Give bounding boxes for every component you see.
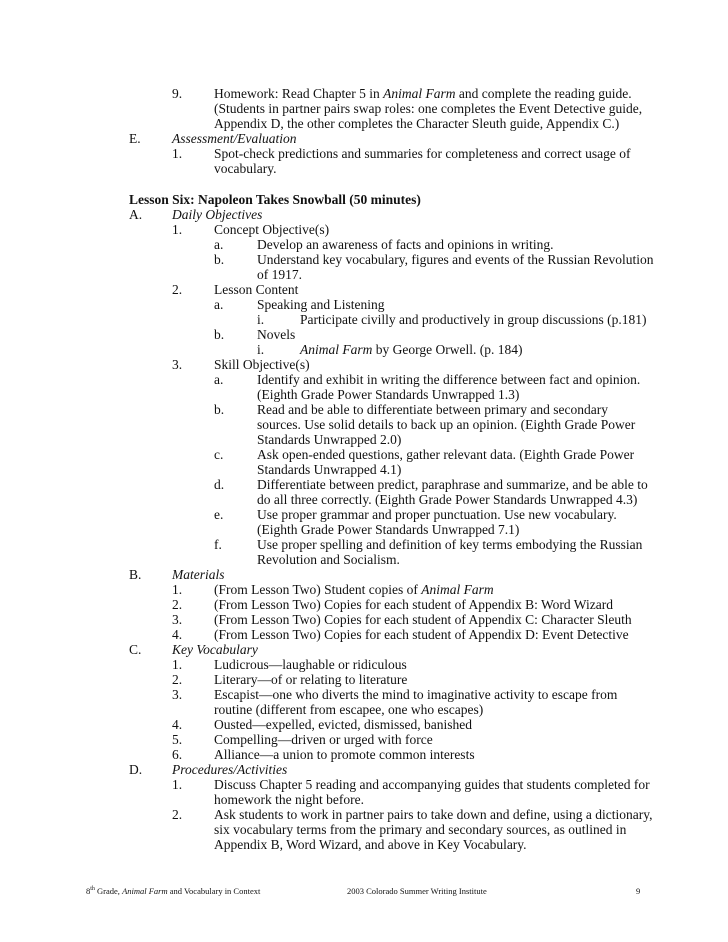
text-line: (Eighth Grade Power Standards Unwrapped 1.3)	[257, 387, 520, 402]
page-number: 9	[636, 886, 641, 896]
text-line: Read and be able to differentiate between primary and secondary	[257, 402, 608, 417]
text-line: Concept Objective(s)	[214, 222, 330, 237]
text-line: Appendix D, the other completes the Character Sleuth guide, Appendix C.)	[214, 116, 620, 131]
lesson-heading: Lesson Six: Napoleon Takes Snowball (50 minutes)	[129, 192, 421, 207]
text-line: (Students in partner pairs swap roles: one completes the Event Detective guide,	[214, 101, 643, 116]
list-letter: b.	[214, 252, 225, 267]
list-number: 1.	[172, 777, 183, 792]
list-letter: b.	[214, 402, 225, 417]
list-number: 4.	[172, 717, 183, 732]
footer-book-title: Animal Farm	[122, 886, 168, 896]
book-title: Animal Farm	[383, 86, 456, 101]
footer-course-title: 8th Grade, Animal Farm and Vocabulary in Context	[86, 886, 261, 896]
list-number: 2.	[172, 597, 183, 612]
text-line: Use proper spelling and definition of key terms embodying the Russian	[257, 537, 643, 552]
text-line: Literary—of or relating to literature	[214, 672, 408, 687]
list-number: 3.	[172, 687, 183, 702]
list-letter: d.	[214, 477, 225, 492]
section-heading: Procedures/Activities	[172, 762, 288, 777]
list-roman: i.	[257, 342, 265, 357]
text-line: Novels	[257, 327, 296, 342]
text-line: Spot-check predictions and summaries for completeness and correct usage of	[214, 146, 631, 161]
text-line: Ask open-ended questions, gather relevant data. (Eighth Grade Power	[257, 447, 635, 462]
list-number: 1.	[172, 582, 183, 597]
section-letter: D.	[129, 762, 143, 777]
text-line: do all three correctly. (Eighth Grade Power Standards Unwrapped 4.3)	[257, 492, 638, 507]
text-line: routine (different from escapee, one who escapes)	[214, 702, 484, 717]
text-line: six vocabulary terms from the primary and secondary sources, as outlined in	[214, 822, 627, 837]
list-number: 3.	[172, 612, 183, 627]
footer-institute: 2003 Colorado Summer Writing Institute	[347, 886, 487, 896]
text-line: Alliance—a union to promote common interests	[214, 747, 475, 762]
text-line: Discuss Chapter 5 reading and accompanying guides that students completed for	[214, 777, 650, 792]
list-number: 1.	[172, 146, 183, 161]
text-line: Ludicrous—laughable or ridiculous	[214, 657, 407, 672]
text-line: Ask students to work in partner pairs to take down and define, using a dictionary,	[214, 807, 653, 822]
list-letter: b.	[214, 327, 225, 342]
text-line: Identify and exhibit in writing the difference between fact and opinion.	[257, 372, 641, 387]
text-line: Understand key vocabulary, figures and events of the Russian Revolution	[257, 252, 654, 267]
section-letter: B.	[129, 567, 142, 582]
text-line: Escapist—one who diverts the mind to imaginative activity to escape from	[214, 687, 618, 702]
text-line: (From Lesson Two) Copies for each student of Appendix B: Word Wizard	[214, 597, 613, 612]
text-line: (From Lesson Two) Copies for each student of Appendix C: Character Sleuth	[214, 612, 632, 627]
list-number: 4.	[172, 627, 183, 642]
list-number: 1.	[172, 222, 183, 237]
text-line: Use proper grammar and proper punctuation. Use new vocabulary.	[257, 507, 617, 522]
list-letter: a.	[214, 372, 224, 387]
text-line: Appendix B, Word Wizard, and above in Key Vocabulary.	[214, 837, 527, 852]
text-line: Standards Unwrapped 2.0)	[257, 432, 402, 447]
section-letter: C.	[129, 642, 142, 657]
text-line: Speaking and Listening	[257, 297, 385, 312]
list-number: 2.	[172, 672, 183, 687]
text-line: of 1917.	[257, 267, 302, 282]
section-heading: Assessment/Evaluation	[172, 131, 297, 146]
text-line: Compelling—driven or urged with force	[214, 732, 433, 747]
list-letter: e.	[214, 507, 224, 522]
list-letter: c.	[214, 447, 224, 462]
text-line: Homework: Read Chapter 5 in Animal Farm and complete the reading guide.	[214, 86, 632, 101]
book-title: Animal Farm	[421, 582, 494, 597]
list-letter: f.	[214, 537, 222, 552]
list-number: 2.	[172, 807, 183, 822]
list-number: 5.	[172, 732, 183, 747]
section-letter: A.	[129, 207, 143, 222]
text-line: (From Lesson Two) Student copies of Animal Farm	[214, 582, 494, 597]
section-heading: Key Vocabulary	[172, 642, 258, 657]
list-letter: a.	[214, 237, 224, 252]
list-number: 3.	[172, 357, 183, 372]
text-line: vocabulary.	[214, 161, 277, 176]
text-line: Develop an awareness of facts and opinions in writing.	[257, 237, 554, 252]
text-line: (From Lesson Two) Copies for each student of Appendix D: Event Detective	[214, 627, 629, 642]
text-line: (Eighth Grade Power Standards Unwrapped 7.1)	[257, 522, 520, 537]
book-title: Animal Farm	[300, 342, 373, 357]
list-number: 2.	[172, 282, 183, 297]
text-line: homework the night before.	[214, 792, 364, 807]
list-number: 9.	[172, 86, 183, 101]
text-line: Skill Objective(s)	[214, 357, 310, 372]
text-line: Differentiate between predict, paraphrase and summarize, and be able to	[257, 477, 648, 492]
section-heading: Daily Objectives	[172, 207, 263, 222]
text-line: Participate civilly and productively in group discussions (p.181)	[300, 312, 647, 327]
text-line: sources. Use solid details to back up an opinion. (Eighth Grade Power	[257, 417, 636, 432]
text-line: Revolution and Socialism.	[257, 552, 400, 567]
text-line: Ousted—expelled, evicted, dismissed, banished	[214, 717, 472, 732]
section-heading: Materials	[172, 567, 225, 582]
list-letter: a.	[214, 297, 224, 312]
text-line: Animal Farm by George Orwell. (p. 184)	[300, 342, 523, 357]
text-line: Lesson Content	[214, 282, 299, 297]
list-number: 1.	[172, 657, 183, 672]
list-number: 6.	[172, 747, 183, 762]
list-roman: i.	[257, 312, 265, 327]
section-letter: E.	[129, 131, 141, 146]
text-line: Standards Unwrapped 4.1)	[257, 462, 402, 477]
